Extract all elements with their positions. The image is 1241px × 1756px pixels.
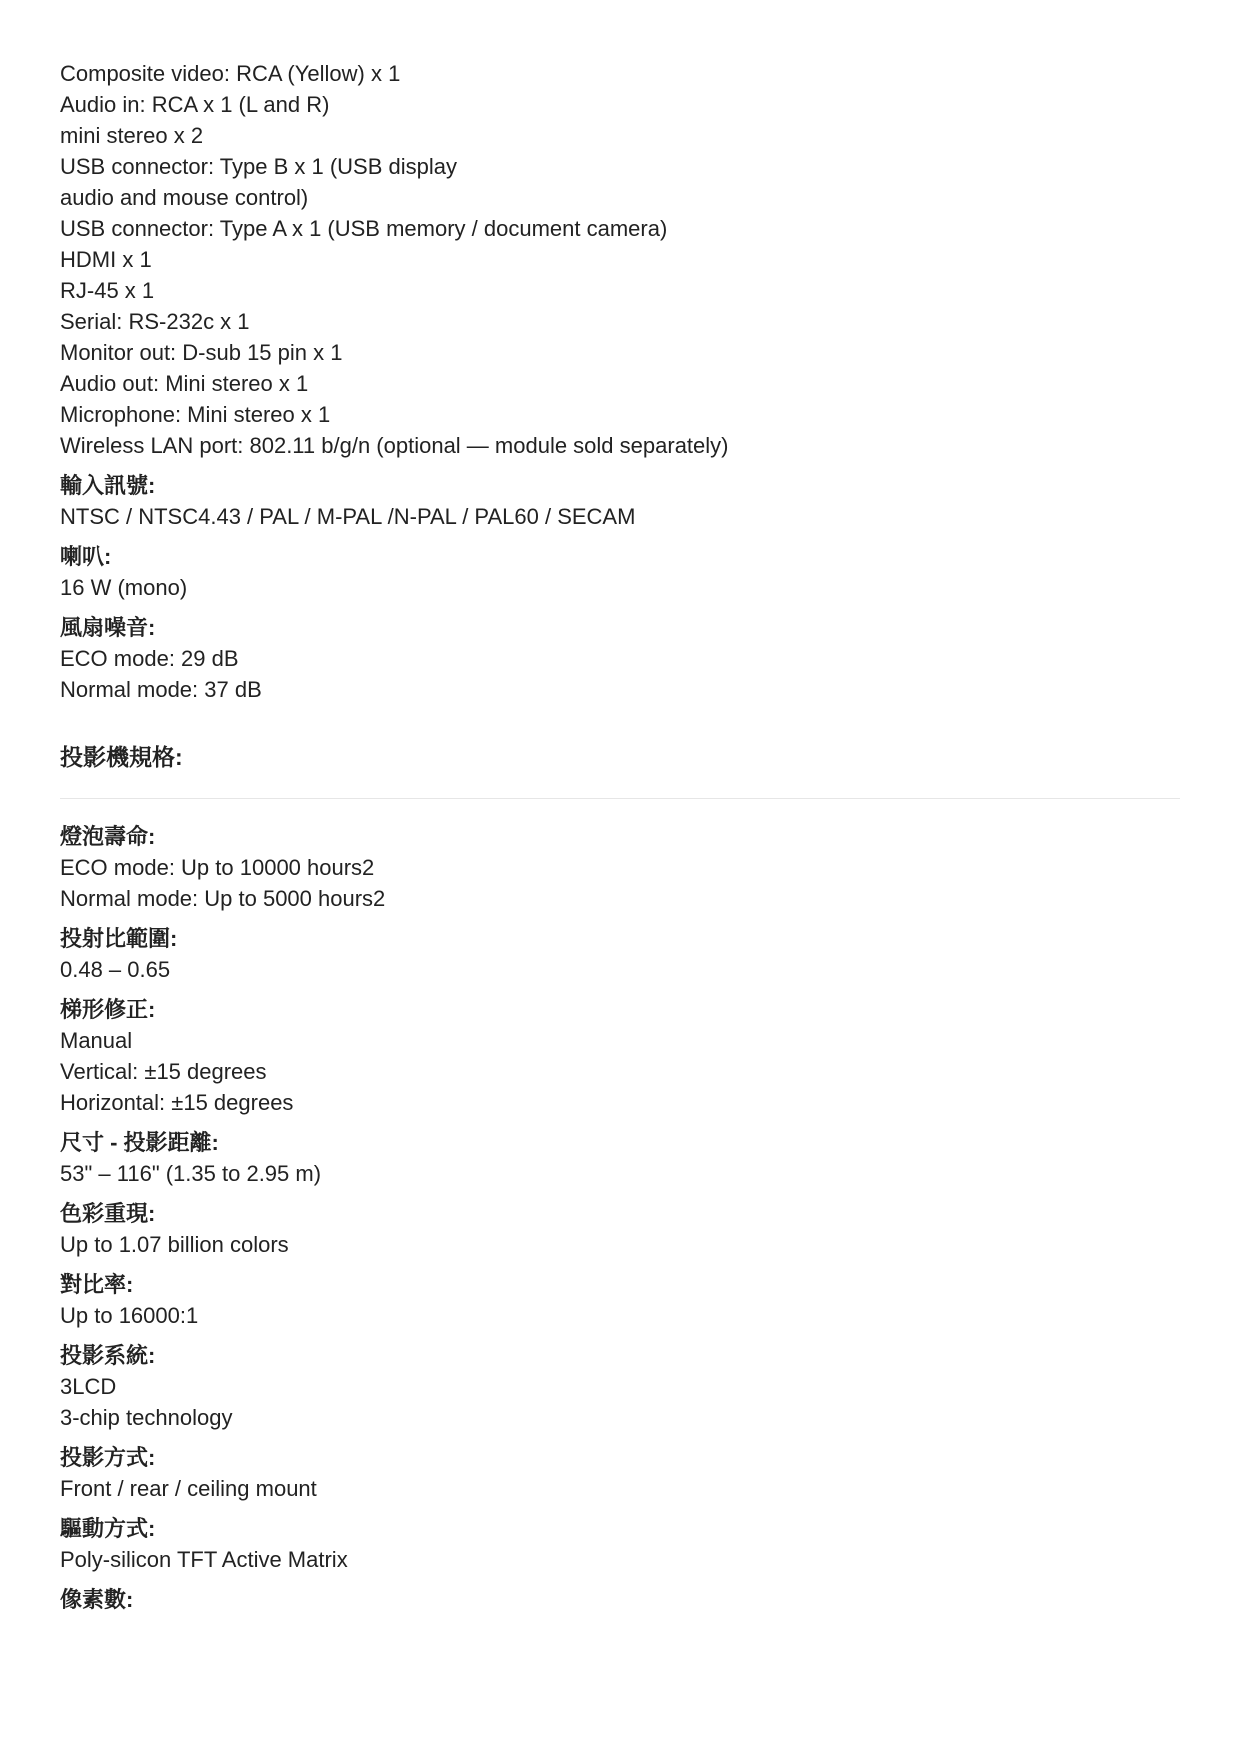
fan-noise-group xyxy=(60,612,1180,705)
spec-value: 16 W (mono) xyxy=(60,575,188,600)
io-line: Wireless LAN port: 802.11 b/g/n (optional — module sold separately) xyxy=(60,433,729,458)
io-line: RJ-45 x 1 xyxy=(60,278,155,303)
spec-value: Normal mode: Up to 5000 hours2 xyxy=(60,886,386,911)
spec-label: 梯形修正: xyxy=(60,997,156,1022)
io-line: HDMI x 1 xyxy=(60,247,152,272)
spec-value: Manual xyxy=(60,1028,133,1053)
io-line: Serial: RS-232c x 1 xyxy=(60,309,250,334)
spec-label: 投影系統: xyxy=(60,1343,156,1368)
spec-label: 投射比範圍: xyxy=(60,926,178,951)
io-connectors-group xyxy=(60,58,1180,461)
spec-value: 0.48 – 0.65 xyxy=(60,957,171,982)
document-page xyxy=(60,58,1180,1615)
io-line: audio and mouse control) xyxy=(60,185,309,210)
spec-value: Normal mode: 37 dB xyxy=(60,677,262,702)
io-line: Audio in: RCA x 1 (L and R) xyxy=(60,92,330,117)
spec-value: Up to 1.07 billion colors xyxy=(60,1232,289,1257)
spec-label: 對比率: xyxy=(60,1272,134,1297)
io-line: Microphone: Mini stereo x 1 xyxy=(60,402,331,427)
io-line: Composite video: RCA (Yellow) x 1 xyxy=(60,61,401,86)
spec-label: 色彩重現: xyxy=(60,1201,156,1226)
spec-value: NTSC / NTSC4.43 / PAL / M-PAL /N-PAL / PAL60 / SECAM xyxy=(60,504,636,529)
pixel-count-group xyxy=(60,1584,1180,1615)
io-line: mini stereo x 2 xyxy=(60,123,204,148)
spec-label: 尺寸 - 投影距離: xyxy=(60,1130,219,1155)
spec-value: Front / rear / ceiling mount xyxy=(60,1476,317,1501)
spec-value: Vertical: ±15 degrees xyxy=(60,1059,267,1084)
input-signal-group xyxy=(60,470,1180,532)
spec-value: Horizontal: ±15 degrees xyxy=(60,1090,294,1115)
speaker-group xyxy=(60,541,1180,603)
spec-value: 53" – 116" (1.35 to 2.95 m) xyxy=(60,1161,322,1186)
spec-label: 風扇噪音: xyxy=(60,615,156,640)
spec-label: 像素數: xyxy=(60,1587,134,1612)
spec-value: Poly-silicon TFT Active Matrix xyxy=(60,1547,348,1572)
spec-label: 投影方式: xyxy=(60,1445,156,1470)
spec-label: 驅動方式: xyxy=(60,1516,156,1541)
drive-method-group xyxy=(60,1513,1180,1575)
keystone-group xyxy=(60,994,1180,1118)
contrast-group xyxy=(60,1269,1180,1331)
io-line: USB connector: Type B x 1 (USB display xyxy=(60,154,457,179)
spec-value: 3-chip technology xyxy=(60,1405,233,1430)
projection-system-group xyxy=(60,1340,1180,1433)
color-group xyxy=(60,1198,1180,1260)
io-line: USB connector: Type A x 1 (USB memory / document camera) xyxy=(60,216,668,241)
section-divider xyxy=(60,798,1180,799)
projection-method-group xyxy=(60,1442,1180,1504)
section-title: 投影機規格: xyxy=(60,744,183,770)
spec-label: 燈泡壽命: xyxy=(60,824,156,849)
size-distance-group xyxy=(60,1127,1180,1189)
spec-label: 喇叭: xyxy=(60,544,112,569)
io-line: Audio out: Mini stereo x 1 xyxy=(60,371,309,396)
throw-ratio-group xyxy=(60,923,1180,985)
lamp-life-group xyxy=(60,821,1180,914)
spec-value: 3LCD xyxy=(60,1374,117,1399)
spec-value: ECO mode: Up to 10000 hours2 xyxy=(60,855,375,880)
io-line: Monitor out: D-sub 15 pin x 1 xyxy=(60,340,343,365)
spec-label: 輸入訊號: xyxy=(60,473,156,498)
spec-value: Up to 16000:1 xyxy=(60,1303,199,1328)
spec-value: ECO mode: 29 dB xyxy=(60,646,239,671)
